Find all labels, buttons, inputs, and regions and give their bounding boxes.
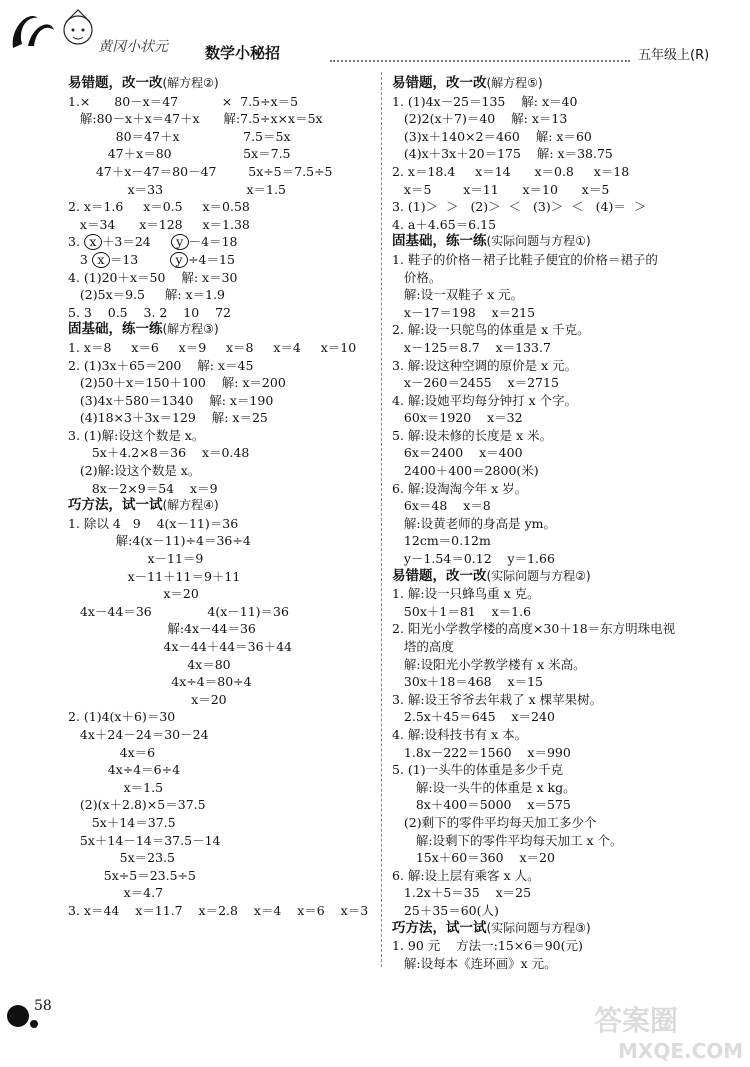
answer-line: 1. 除以 4 9 4(x－11)＝36 bbox=[68, 515, 239, 531]
answer-line: 解:设阳光小学教学楼有 x 米高。 bbox=[392, 656, 586, 672]
answer-line: x＝1.5 bbox=[68, 779, 164, 795]
section-heading: 巧方法，试一试 bbox=[68, 497, 163, 514]
answer-line: 1.2x＋5＝35 x＝25 bbox=[392, 885, 532, 901]
answer-line: 8x－2×9＝54 x＝9 bbox=[68, 480, 218, 496]
circled-variable: y bbox=[171, 234, 189, 250]
answer-line: 5. 3 0.5 3. 2 10 72 bbox=[68, 304, 231, 320]
answer-line: 30x＋18＝468 x＝15 bbox=[392, 674, 543, 690]
answer-line bbox=[68, 251, 378, 269]
answer-line: 3. (1)＞ ＞ (2)＞ ＜ (3)＞ ＜ (4)＝ ＞ bbox=[392, 199, 647, 215]
answer-line: 3. x＝44 x＝11.7 x＝2.8 x＝4 x＝6 x＝3 bbox=[68, 902, 369, 918]
answer-line: x－11＋11＝9＋11 bbox=[68, 568, 241, 584]
section-subtitle: (实际问题与方程①) bbox=[486, 234, 591, 249]
mascot-icon bbox=[58, 6, 98, 56]
answer-line: x＝5 x＝11 x＝10 x＝5 bbox=[392, 181, 610, 197]
answer-line: (2)解:设这个数是 x。 bbox=[68, 463, 201, 479]
answer-line: 47＋x－47＝80－47 5x÷5＝7.5÷5 bbox=[68, 163, 333, 179]
section-title bbox=[68, 75, 378, 93]
section-title bbox=[392, 233, 732, 251]
answer-line: 6. 解:设上层有乘客 x 人。 bbox=[392, 867, 540, 883]
answer-line: 1.× 80－x＝47 × 7.5÷x＝5 bbox=[68, 93, 299, 109]
answer-line: 2. 阳光小学教学楼的高度×30＋18＝东方明珠电视 bbox=[392, 621, 676, 637]
section-heading: 易错题，改一改 bbox=[392, 75, 487, 91]
answer-line: 4. a＋4.65＝6.15 bbox=[392, 216, 497, 232]
answer-line: (4)x＋3x＋20＝175 解: x＝38.75 bbox=[392, 146, 613, 162]
answer-line: 4x＝80 bbox=[68, 656, 231, 672]
answer-line: 解:设黄老师的身高是 ym。 bbox=[392, 515, 557, 531]
answer-line: 3. 解:设王爷爷去年栽了 x 棵苹果树。 bbox=[392, 691, 603, 707]
answer-line: x＝4.7 bbox=[68, 885, 164, 901]
answer-line: 8x＋400＝5000 x＝575 bbox=[392, 797, 571, 813]
answer-line: 4. 解:设她平均每分钟打 x 个字。 bbox=[392, 392, 578, 408]
answer-line: 6. 解:设淘淘今年 x 岁。 bbox=[392, 480, 528, 496]
page-header bbox=[0, 0, 750, 64]
section-subtitle: (解方程④) bbox=[162, 498, 219, 513]
answer-line: 价格。 bbox=[392, 269, 442, 285]
section-title bbox=[392, 75, 732, 93]
answer-line: 1.8x－222＝1560 x＝990 bbox=[392, 744, 571, 760]
answer-line: 5x÷5＝23.5÷5 bbox=[68, 867, 196, 883]
answer-line: 2. 解:设一只鸵鸟的体重是 x 千克。 bbox=[392, 322, 590, 338]
section-heading: 易错题，改一改 bbox=[68, 75, 163, 91]
series-title: 数学小秘招 bbox=[205, 44, 281, 62]
answer-line: 4x÷4＝80÷4 bbox=[68, 674, 252, 690]
answer-line: 5x＋14－14＝37.5－14 bbox=[68, 832, 221, 848]
answer-line bbox=[68, 233, 378, 251]
answer-line: 3. (1)解:设这个数是 x。 bbox=[68, 427, 205, 443]
answer-line: 25＋35＝60(人) bbox=[392, 902, 499, 918]
section-title bbox=[392, 568, 732, 586]
answer-line: y－1.54＝0.12 y＝1.66 bbox=[392, 551, 555, 567]
answer-text: ＝13 bbox=[109, 251, 171, 267]
answer-line: 4x－44＋44＝36＋44 bbox=[68, 639, 292, 654]
svg-text:MXQE.COM: MXQE.COM bbox=[618, 1039, 744, 1063]
answer-line: 4x＋24－24＝30－24 bbox=[68, 726, 209, 742]
answer-line: (3)4x＋580＝1340 解: x＝190 bbox=[68, 392, 274, 408]
answer-line: (2)5x＝9.5 解: x＝1.9 bbox=[68, 287, 225, 303]
answer-line: 5x＋14＝37.5 bbox=[68, 814, 176, 830]
answer-line: (2)(x＋2.8)×5＝37.5 bbox=[68, 797, 206, 813]
answer-line: 12cm＝0.12m bbox=[392, 533, 491, 549]
answer-line: x－260＝2455 x＝2715 bbox=[392, 375, 559, 391]
left-column bbox=[68, 75, 378, 920]
circled-variable: y bbox=[170, 252, 188, 268]
circled-variable: x bbox=[92, 252, 110, 268]
answer-text: ÷4＝15 bbox=[188, 251, 235, 267]
answer-line: 1. (1)4x－25＝135 解: x＝40 bbox=[392, 93, 578, 109]
answer-line: 4x＝6 bbox=[68, 744, 156, 760]
grade-label: 五年级上(R) bbox=[638, 48, 710, 63]
answer-line: x－17＝198 x＝215 bbox=[392, 304, 536, 320]
section-subtitle: (解方程②) bbox=[162, 76, 219, 90]
header-divider bbox=[330, 60, 630, 62]
answer-line: (2)50＋x＝150＋100 解: x＝200 bbox=[68, 375, 286, 391]
answer-line: (4)18×3＋3x＝129 解: x＝25 bbox=[68, 410, 268, 426]
section-title bbox=[68, 321, 378, 339]
section-heading: 固基础，练一练 bbox=[68, 321, 163, 338]
answer-line: 4. (1)20＋x＝50 解: x＝30 bbox=[68, 269, 238, 285]
answer-line: 塔的高度 bbox=[392, 639, 454, 654]
svg-text:答案圈: 答案圈 bbox=[594, 1004, 679, 1037]
answer-line: 47＋x＝80 5x＝7.5 bbox=[68, 146, 291, 162]
answer-line: 5x＝23.5 bbox=[68, 850, 175, 866]
answer-line: 15x＋60＝360 x＝20 bbox=[392, 850, 555, 866]
answer-line: 6x＝48 x＝8 bbox=[392, 498, 491, 514]
answer-line: 2.5x＋45＝645 x＝240 bbox=[392, 709, 555, 725]
answer-text: －4＝18 bbox=[188, 234, 238, 250]
page-number: 58 bbox=[34, 998, 52, 1014]
answer-line: 解:设一头牛的体重是 x kg。 bbox=[392, 779, 576, 795]
answer-text: ＋3＝24 bbox=[101, 234, 171, 250]
section-heading: 易错题，改一改 bbox=[392, 567, 487, 584]
logo-icon bbox=[8, 8, 58, 54]
answer-line: 解:设每本《连环画》x 元。 bbox=[392, 955, 557, 971]
section-title bbox=[68, 497, 378, 515]
answer-line: (3)x＋140×2＝460 解: x＝60 bbox=[392, 128, 592, 144]
answer-line: 2. (1)4(x＋6)＝30 bbox=[68, 709, 176, 725]
answer-line: 2. x＝1.6 x＝0.5 x＝0.58 bbox=[68, 199, 250, 215]
section-subtitle: (解方程⑤) bbox=[486, 76, 543, 90]
column-divider bbox=[381, 72, 382, 967]
answer-line: 5. 解:设未修的长度是 x 米。 bbox=[392, 427, 553, 443]
section-subtitle: (实际问题与方程②) bbox=[486, 568, 591, 583]
answer-text: 3 bbox=[68, 251, 92, 267]
answer-line: 1. 解:设一只蜂鸟重 x 克。 bbox=[392, 586, 540, 602]
answer-line: 4x－44＝36 4(x－11)＝36 bbox=[68, 603, 289, 619]
answer-line: (2)2(x＋7)＝40 解: x＝13 bbox=[392, 111, 568, 127]
answer-line: 5. (1)一头牛的体重是多少千克 bbox=[392, 762, 564, 778]
answer-text: 3. bbox=[68, 234, 84, 250]
section-heading: 固基础，练一练 bbox=[392, 233, 487, 250]
section-title bbox=[392, 920, 732, 938]
answer-line: 60x＝1920 x＝32 bbox=[392, 410, 523, 426]
answer-line: x－125＝8.7 x＝133.7 bbox=[392, 339, 551, 355]
answer-line: x＝20 bbox=[68, 691, 227, 707]
answer-line: (2)剩下的零件平均每天加工多少个 bbox=[392, 814, 597, 830]
answer-line: 解:设一双鞋子 x 元。 bbox=[392, 287, 524, 303]
answer-line: 3. 解:设这种空调的原价是 x 元。 bbox=[392, 357, 578, 373]
answer-line: 2. x＝18.4 x＝14 x＝0.8 x＝18 bbox=[392, 163, 630, 179]
answer-line: 1. x＝8 x＝6 x＝9 x＝8 x＝4 x＝10 bbox=[68, 339, 357, 355]
answer-line: 80＝47＋x 7.5＝5x bbox=[68, 128, 291, 144]
answer-line: 4x÷4＝6÷4 bbox=[68, 762, 181, 778]
answer-line: 50x＋1＝81 x＝1.6 bbox=[392, 603, 532, 619]
circled-variable: x bbox=[84, 234, 102, 250]
section-heading: 巧方法，试一试 bbox=[392, 919, 487, 936]
answer-line: 解:80－x＋x＝47＋x 解:7.5÷x×x＝5x bbox=[68, 111, 323, 127]
answer-line: 2. (1)3x＋65＝200 解: x＝45 bbox=[68, 357, 254, 373]
answer-line: 5x＋4.2×8＝36 x＝0.48 bbox=[68, 445, 250, 461]
answer-line: 解:设剩下的零件平均每天加工 x 个。 bbox=[392, 832, 623, 848]
answer-line: 1. 鞋子的价格－裙子比鞋子便宜的价格＝裙子的 bbox=[392, 251, 658, 267]
answer-line: 解:4x－44＝36 bbox=[68, 621, 256, 637]
answer-line: x＝33 x＝1.5 bbox=[68, 181, 286, 197]
answer-line: x－11＝9 bbox=[68, 551, 204, 567]
answer-line: 6x＝2400 x＝400 bbox=[392, 445, 523, 461]
answer-line: 1. 90 元 方法一:15×6＝90(元) bbox=[392, 938, 583, 954]
answer-line: 2400＋400＝2800(米) bbox=[392, 463, 539, 479]
answer-line: 解:4(x－11)÷4＝36÷4 bbox=[68, 533, 251, 549]
brand-name: 黄冈小状元 bbox=[98, 39, 168, 55]
watermark-logo bbox=[592, 1000, 747, 1064]
answer-line: x＝34 x＝128 x＝1.38 bbox=[68, 216, 250, 232]
section-subtitle: (解方程③) bbox=[162, 322, 219, 337]
section-subtitle: (实际问题与方程③) bbox=[486, 920, 591, 935]
right-column bbox=[392, 75, 732, 972]
answer-line: x＝20 bbox=[68, 586, 199, 602]
answer-line: 4. 解:设科技书有 x 本。 bbox=[392, 726, 528, 742]
